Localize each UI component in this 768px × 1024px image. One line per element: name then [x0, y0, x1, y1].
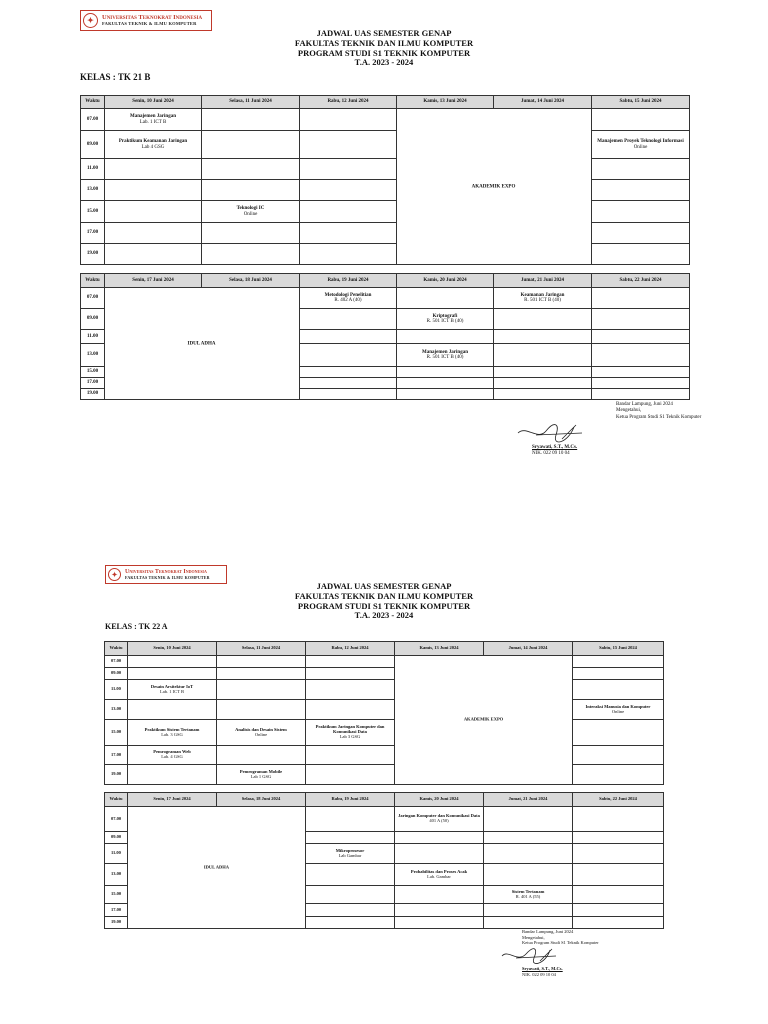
signature-icon	[516, 421, 586, 445]
header-day: Kamis, 20 Juni 2024	[395, 793, 484, 807]
schedule-cell	[397, 367, 494, 378]
title-line-3: PROGRAM STUDI S1 TEKNIK KOMPUTER	[297, 600, 471, 611]
title-line-2: FAKULTAS TEKNIK DAN ILMU KOMPUTER	[294, 590, 474, 601]
header-day: Senin, 10 Juni 2024	[128, 642, 217, 656]
page-title	[234, 29, 534, 68]
schedule-cell	[494, 367, 592, 378]
schedule-cell	[592, 201, 690, 223]
sig-name: Sryawati, S.T., M.Cs.	[532, 444, 578, 450]
header-day: Rabu, 12 Juni 2024	[306, 642, 395, 656]
schedule-cell	[105, 223, 202, 244]
schedule-cell	[573, 765, 664, 785]
time-cell: 15.00	[81, 201, 105, 223]
header-day: Senin, 17 Juni 2024	[105, 274, 202, 288]
signature-block	[522, 929, 599, 977]
header-day: Jumat, 14 Juni 2024	[484, 642, 573, 656]
time-cell: 15.00	[81, 367, 105, 378]
header-day: Rabu, 19 Juni 2024	[306, 793, 395, 807]
schedule-cell	[202, 223, 300, 244]
time-cell: 17.00	[81, 223, 105, 244]
schedule-cell	[202, 131, 300, 159]
schedule-cell	[306, 668, 395, 680]
schedule-cell: Pemrograman Web Lab. 4 GSG	[128, 746, 217, 765]
schedule-cell	[494, 309, 592, 330]
schedule-table-week2	[104, 792, 664, 929]
schedule-cell	[300, 109, 397, 131]
header-day: Kamis, 13 Juni 2024	[395, 642, 484, 656]
schedule-cell: Manajemen Proyek Teknologi Informasi Online	[592, 131, 690, 159]
header-day: Selasa, 18 Juni 2024	[217, 793, 306, 807]
sig-line-1: Mengetahui,	[522, 934, 545, 940]
header-time: Waktu	[81, 274, 105, 288]
schedule-cell: Keamanan Jaringan R. 501 ICT B (40)	[494, 288, 592, 309]
schedule-cell	[202, 180, 300, 201]
schedule-cell	[494, 330, 592, 344]
time-cell: 19.00	[81, 244, 105, 265]
schedule-cell	[217, 746, 306, 765]
schedule-cell	[306, 864, 395, 886]
logo-faculty-name: FAKULTAS TEKNIK & ILMU KOMPUTER	[102, 20, 197, 26]
span-cell	[463, 656, 573, 785]
schedule-cell	[395, 917, 484, 929]
schedule-cell	[397, 288, 494, 309]
schedule-cell: Sistem Tertanam R. 401 A (55)	[484, 886, 573, 904]
schedule-cell	[395, 904, 484, 917]
schedule-cell	[592, 159, 690, 180]
time-cell: 13.00	[81, 344, 105, 367]
schedule-cell	[592, 309, 690, 330]
university-logo	[80, 10, 212, 31]
schedule-cell	[217, 680, 306, 700]
sig-line-2: Ketua Program Studi S1 Teknik Komputer	[616, 414, 702, 420]
schedule-cell: Praktikum Sistem Tertanam Lab. 3 GSG	[128, 720, 217, 746]
span-cell	[203, 807, 306, 929]
logo-faculty-name: FAKULTAS TEKNIK & ILMU KOMPUTER	[125, 574, 210, 580]
sig-nik: NIK. 022 09 10 04	[522, 971, 556, 977]
sig-line-1: Mengetahui,	[616, 408, 642, 414]
schedule-cell	[306, 746, 395, 765]
schedule-cell	[300, 389, 397, 400]
class-label: KELAS : TK 21 B	[80, 72, 151, 82]
schedule-cell	[306, 832, 395, 844]
time-cell: 07.00	[81, 109, 105, 131]
schedule-cell	[573, 656, 664, 668]
schedule-cell: Teknologi IC Online	[202, 201, 300, 223]
span-cell	[471, 109, 592, 265]
schedule-cell	[300, 309, 397, 330]
schedule-cell	[397, 389, 494, 400]
idul-adha-label: IDUL ADHA	[203, 864, 230, 870]
header-day: Sabtu, 15 Juni 2024	[573, 642, 664, 656]
time-cell: 15.00	[105, 886, 128, 904]
schedule-cell	[217, 668, 306, 680]
header-day: Jumat, 14 Juni 2024	[494, 96, 592, 109]
header-day: Sabtu, 22 Juni 2024	[592, 274, 690, 288]
logo-university-name: Universitas Teknokrat Indonesia	[125, 569, 207, 576]
header-time: Waktu	[81, 96, 105, 109]
time-cell: 07.00	[105, 656, 128, 668]
time-cell: 13.00	[105, 864, 128, 886]
akademik-expo-label: AKADEMIK EXPO	[463, 716, 504, 722]
schedule-cell: Manajemen Jaringan Lab. 1 ICT B	[105, 109, 202, 131]
schedule-cell	[484, 904, 573, 917]
header-day: Jumat, 21 Juni 2024	[494, 274, 592, 288]
schedule-cell	[397, 378, 494, 389]
time-cell: 09.00	[81, 131, 105, 159]
time-cell: 19.00	[105, 917, 128, 929]
schedule-table-week1	[80, 95, 690, 265]
time-cell: 11.00	[105, 844, 128, 864]
class-label: KELAS : TK 22 A	[105, 622, 168, 631]
time-cell: 11.00	[105, 680, 128, 700]
schedule-cell: Jaringan Komputer dan Komunikasi Data 401 A (50)	[395, 807, 484, 832]
schedule-cell	[573, 668, 664, 680]
time-cell: 17.00	[105, 904, 128, 917]
schedule-table-week1	[104, 641, 664, 785]
header-time: Waktu	[105, 642, 128, 656]
header-day: Rabu, 12 Juni 2024	[300, 96, 397, 109]
title-line-4: T.A. 2023 - 2024	[354, 610, 414, 621]
schedule-cell	[592, 344, 690, 367]
schedule-cell	[300, 180, 397, 201]
signature-icon	[500, 946, 560, 966]
university-seal-icon: ✦	[108, 568, 121, 581]
schedule-cell	[484, 807, 573, 832]
title-line-3: PROGRAM STUDI S1 TEKNIK KOMPUTER	[297, 47, 471, 58]
header-day: Kamis, 20 Juni 2024	[397, 274, 494, 288]
schedule-cell	[484, 864, 573, 886]
time-cell: 19.00	[81, 389, 105, 400]
time-cell: 09.00	[81, 309, 105, 330]
title-line-2: FAKULTAS TEKNIK DAN ILMU KOMPUTER	[294, 37, 474, 48]
title-line-1: JADWAL UAS SEMESTER GENAP	[316, 28, 452, 38]
time-cell: 11.00	[81, 330, 105, 344]
schedule-cell	[300, 330, 397, 344]
schedule-cell	[484, 844, 573, 864]
schedule-cell	[300, 244, 397, 265]
schedule-cell	[592, 367, 690, 378]
time-cell: 17.00	[105, 746, 128, 765]
schedule-cell	[105, 180, 202, 201]
schedule-cell	[592, 244, 690, 265]
schedule-cell	[592, 330, 690, 344]
time-cell: 15.00	[105, 720, 128, 746]
schedule-cell	[105, 244, 202, 265]
schedule-cell	[300, 223, 397, 244]
header-day: Senin, 17 Juni 2024	[128, 793, 217, 807]
schedule-cell	[484, 917, 573, 929]
header-day: Sabtu, 15 Juni 2024	[592, 96, 690, 109]
schedule-cell	[306, 656, 395, 668]
schedule-cell	[217, 656, 306, 668]
signature-block	[532, 402, 701, 457]
schedule-cell	[202, 159, 300, 180]
schedule-cell	[592, 378, 690, 389]
schedule-cell	[202, 109, 300, 131]
schedule-cell	[592, 223, 690, 244]
university-logo	[105, 565, 227, 584]
schedule-cell	[573, 746, 664, 765]
schedule-cell	[573, 886, 664, 904]
time-cell: 17.00	[81, 378, 105, 389]
header-day: Sabtu, 22 Juni 2024	[573, 793, 664, 807]
university-seal-icon: ✦	[83, 13, 98, 28]
schedule-cell: Kriptografi R. 501 ICT B (40)	[397, 309, 494, 330]
header-day: Senin, 10 Juni 2024	[105, 96, 202, 109]
schedule-cell	[300, 367, 397, 378]
header-day: Selasa, 18 Juni 2024	[202, 274, 300, 288]
schedule-cell	[128, 668, 217, 680]
schedule-cell	[573, 844, 664, 864]
schedule-cell	[494, 344, 592, 367]
schedule-cell	[592, 389, 690, 400]
schedule-cell	[300, 201, 397, 223]
schedule-cell	[573, 864, 664, 886]
header-day: Jumat, 21 Juni 2024	[484, 793, 573, 807]
schedule-cell: Analisis dan Desain Sistem Online	[217, 720, 306, 746]
sig-place-date: Bandar Lampung, Juni 2024	[522, 929, 574, 934]
schedule-cell	[105, 201, 202, 223]
time-cell: 11.00	[81, 159, 105, 180]
schedule-cell	[300, 131, 397, 159]
schedule-cell	[494, 378, 592, 389]
time-cell: 07.00	[81, 288, 105, 309]
schedule-cell	[573, 720, 664, 746]
time-cell: 09.00	[105, 832, 128, 844]
time-cell: 09.00	[105, 668, 128, 680]
schedule-cell	[300, 344, 397, 367]
schedule-cell: Pemrograman Mobile Lab 1 GSG	[217, 765, 306, 785]
time-cell: 13.00	[105, 700, 128, 720]
schedule-cell: Mikroprosesor Lab Gambar	[306, 844, 395, 864]
schedule-cell	[128, 700, 217, 720]
schedule-cell	[306, 700, 395, 720]
sig-name: Sryawati, S.T., M.Cs.	[522, 965, 563, 971]
schedule-cell	[306, 917, 395, 929]
header-day: Rabu, 19 Juni 2024	[300, 274, 397, 288]
schedule-cell	[573, 807, 664, 832]
schedule-cell: Manajemen Jaringan R. 501 ICT B (40)	[397, 344, 494, 367]
schedule-cell	[300, 378, 397, 389]
sig-line-2: Ketua Program Studi S1 Teknik Komputer	[522, 940, 599, 946]
schedule-cell	[573, 917, 664, 929]
schedule-cell	[217, 700, 306, 720]
page-title	[234, 582, 534, 621]
schedule-cell	[395, 886, 484, 904]
sig-place-date: Bandar Lampung, Juni 2024	[616, 402, 673, 407]
schedule-cell	[397, 330, 494, 344]
schedule-cell	[395, 844, 484, 864]
title-line-1: JADWAL UAS SEMESTER GENAP	[316, 581, 452, 591]
time-cell: 07.00	[105, 807, 128, 832]
schedule-cell	[300, 159, 397, 180]
span-cell	[187, 288, 300, 400]
title-line-4: T.A. 2023 - 2024	[354, 57, 414, 68]
schedule-cell: Probabilitas dan Proses Acak Lab. Gambar	[395, 864, 484, 886]
schedule-cell: Praktikum Keamanan Jaringan Lab 4 GSG	[105, 131, 202, 159]
schedule-cell	[105, 159, 202, 180]
header-day: Selasa, 11 Juni 2024	[202, 96, 300, 109]
logo-university-name: Universitas Teknokrat Indonesia	[102, 13, 203, 21]
schedule-cell: Interaksi Manusia dan Komputer Online	[573, 700, 664, 720]
schedule-cell: Praktikum Jaringan Komputer dan Komunikasi Data Lab 3 GSG	[306, 720, 395, 746]
schedule-cell	[573, 904, 664, 917]
schedule-cell	[573, 832, 664, 844]
schedule-cell	[592, 180, 690, 201]
time-cell: 19.00	[105, 765, 128, 785]
schedule-cell	[306, 680, 395, 700]
idul-adha-label: IDUL ADHA	[187, 340, 216, 346]
schedule-cell	[202, 244, 300, 265]
schedule-cell	[592, 109, 690, 131]
schedule-cell	[128, 765, 217, 785]
schedule-cell	[306, 807, 395, 832]
schedule-cell	[592, 288, 690, 309]
akademik-expo-label: AKADEMIK EXPO	[471, 183, 516, 189]
schedule-cell	[395, 832, 484, 844]
schedule-table-week2	[80, 273, 690, 400]
schedule-cell	[573, 680, 664, 700]
schedule-cell	[128, 656, 217, 668]
time-cell: 13.00	[81, 180, 105, 201]
schedule-cell	[306, 886, 395, 904]
header-time: Waktu	[105, 793, 128, 807]
schedule-cell: Metodologi Penelitian R. 402 A (40)	[300, 288, 397, 309]
schedule-cell	[306, 904, 395, 917]
schedule-cell	[484, 832, 573, 844]
schedule-cell	[494, 389, 592, 400]
sig-nik: NIK. 022 09 10 04	[532, 451, 570, 456]
schedule-cell: Desain Arsitektur IoT Lab. 1 ICT B	[128, 680, 217, 700]
header-day: Selasa, 11 Juni 2024	[217, 642, 306, 656]
schedule-cell	[306, 765, 395, 785]
header-day: Kamis, 13 Juni 2024	[397, 96, 494, 109]
